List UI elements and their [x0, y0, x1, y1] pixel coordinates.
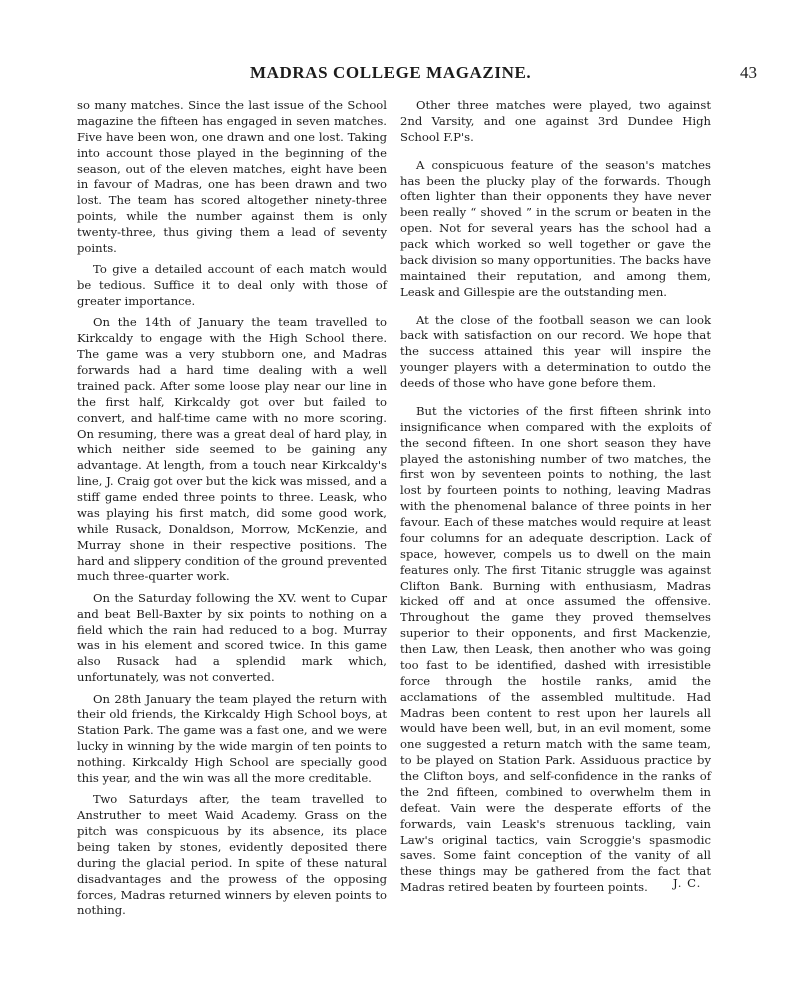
- article-paragraph: On 28th January the team played the return with their old friends, the Kirkcaldy High School boys, at Station Park. The game was a fast one, and we were lucky in winning by the wide margin of ten points to nothing. Kirkcaldy High School are specially good this year, and the win was all the more creditable.: [77, 691, 387, 785]
- left-column: [77, 98, 387, 925]
- author-signature: J. C.: [673, 876, 702, 890]
- article-paragraph: On the 14th of January the team travelled to Kirkcaldy to engage with the High School there. The game was a very stubborn one, and Madras forwards had a hard time dealing with a well trained pack. After some loose play near our line in the first half, Kirkcaldy got over but failed to convert, and half-time came with no more scoring. On resuming, there was a great deal of hard play, in which neither side seemed to be gaining any advantage. At length, from a touch near Kirkcaldy's line, J. Craig got over but the kick was missed, and a stiff game ended three points to three. Leask, who was playing his first match, did some good work, while Rusack, Donaldson, Morrow, McKenzie, and Murray shone in their respective positions. The hard and slippery condition of the ground prevented much three-quarter work.: [77, 315, 387, 584]
- page-number: 43: [740, 63, 757, 82]
- article-paragraph: Two Saturdays after, the team travelled to Anstruther to meet Waid Academy. Grass on the pitch was conspicuous by its absence, its place being taken by stones, evidently deposited there during the glacial period. In spite of these natural disadvantages and the prowess of the opposing forces, Madras returned winners by eleven points to nothing.: [77, 792, 387, 918]
- right-column: [400, 98, 711, 908]
- page-header: [0, 0, 800, 90]
- article-paragraph: But the victories of the first fifteen shrink into insignificance when compared with the exploits of the second fifteen. In one short season they have played the astonishing number of two matches, the first won by seventeen points to nothing, the last lost by fourteen points to nothing, leaving Madras with the phenomenal balance of three points in her favour. Each of these matches would require at least four columns for an adequate description. Lack of space, however, compels us to dwell on the main features only. The first Titanic struggle was against Clifton Bank. Burning with enthusiasm, Madras kicked off and at once assumed the offensive. Throughout the game they proved themselves superior to their opponents, and first Mackenzie, then Law, then Leask, then another who was going too fast to be identified, dashed with irresistible force through the hostile ranks, amid the acclamations of the assembled multitude. Had Madras been content to rest upon her laurels all would have been well, but, in an evil moment, some one suggested a return match with the same team, to be played on Station Park. Assiduous practice by the Clifton boys, and self-confidence in the ranks of the 2nd fifteen, combined to overwhelm them in defeat. Vain were the desperate efforts of the forwards, vain Leask's strenuous tackling, vain Law's original tactics, vain Scroggie's spasmodic saves. Some faint conception of the vanity of all these things may be gathered from the fact that Madras retired beaten by fourteen points.: [400, 403, 711, 895]
- article-paragraph: A conspicuous feature of the season's matches has been the plucky play of the forwards. Though often lighter than their opponents they have never been really “ shoved ” in the scrum or beaten in the open. Not for several years has the school had a pack which worked so well together or gave the back division so many opportunities. The backs have maintained their reputation, and among them, Leask and Gillespie are the outstanding men.: [400, 157, 711, 299]
- article-paragraph: so many matches. Since the last issue of the School magazine the fifteen has engaged in seven matches. Five have been won, one drawn and one lost. Taking into account those played in the beginning of the season, out of the eleven matches, eight have been in favour of Madras, one has been drawn and two lost. The team has scored altogether ninety-three points, while the number against them is only twenty-three, thus giving them a lead of seventy points.: [77, 98, 387, 255]
- article-paragraph: At the close of the football season we can look back with satisfaction on our record. We hope that the success attained this year will inspire the younger players with a determination to outdo the deeds of those who have gone before them.: [400, 312, 711, 390]
- article-paragraph: To give a detailed account of each match would be tedious. Suffice it to deal only with those of greater importance.: [77, 262, 387, 308]
- article-paragraph: Other three matches were played, two against 2nd Varsity, and one against 3rd Dundee High School F.P's.: [400, 98, 711, 144]
- magazine-title: MADRAS COLLEGE MAGAZINE.: [250, 63, 532, 82]
- article-paragraph: On the Saturday following the XV. went to Cupar and beat Bell-Baxter by six points to nothing on a field which the rain had reduced to a bog. Murray was in his element and scored twice. In this game also Rusack had a splendid mark which, unfortunately, was not converted.: [77, 590, 387, 685]
